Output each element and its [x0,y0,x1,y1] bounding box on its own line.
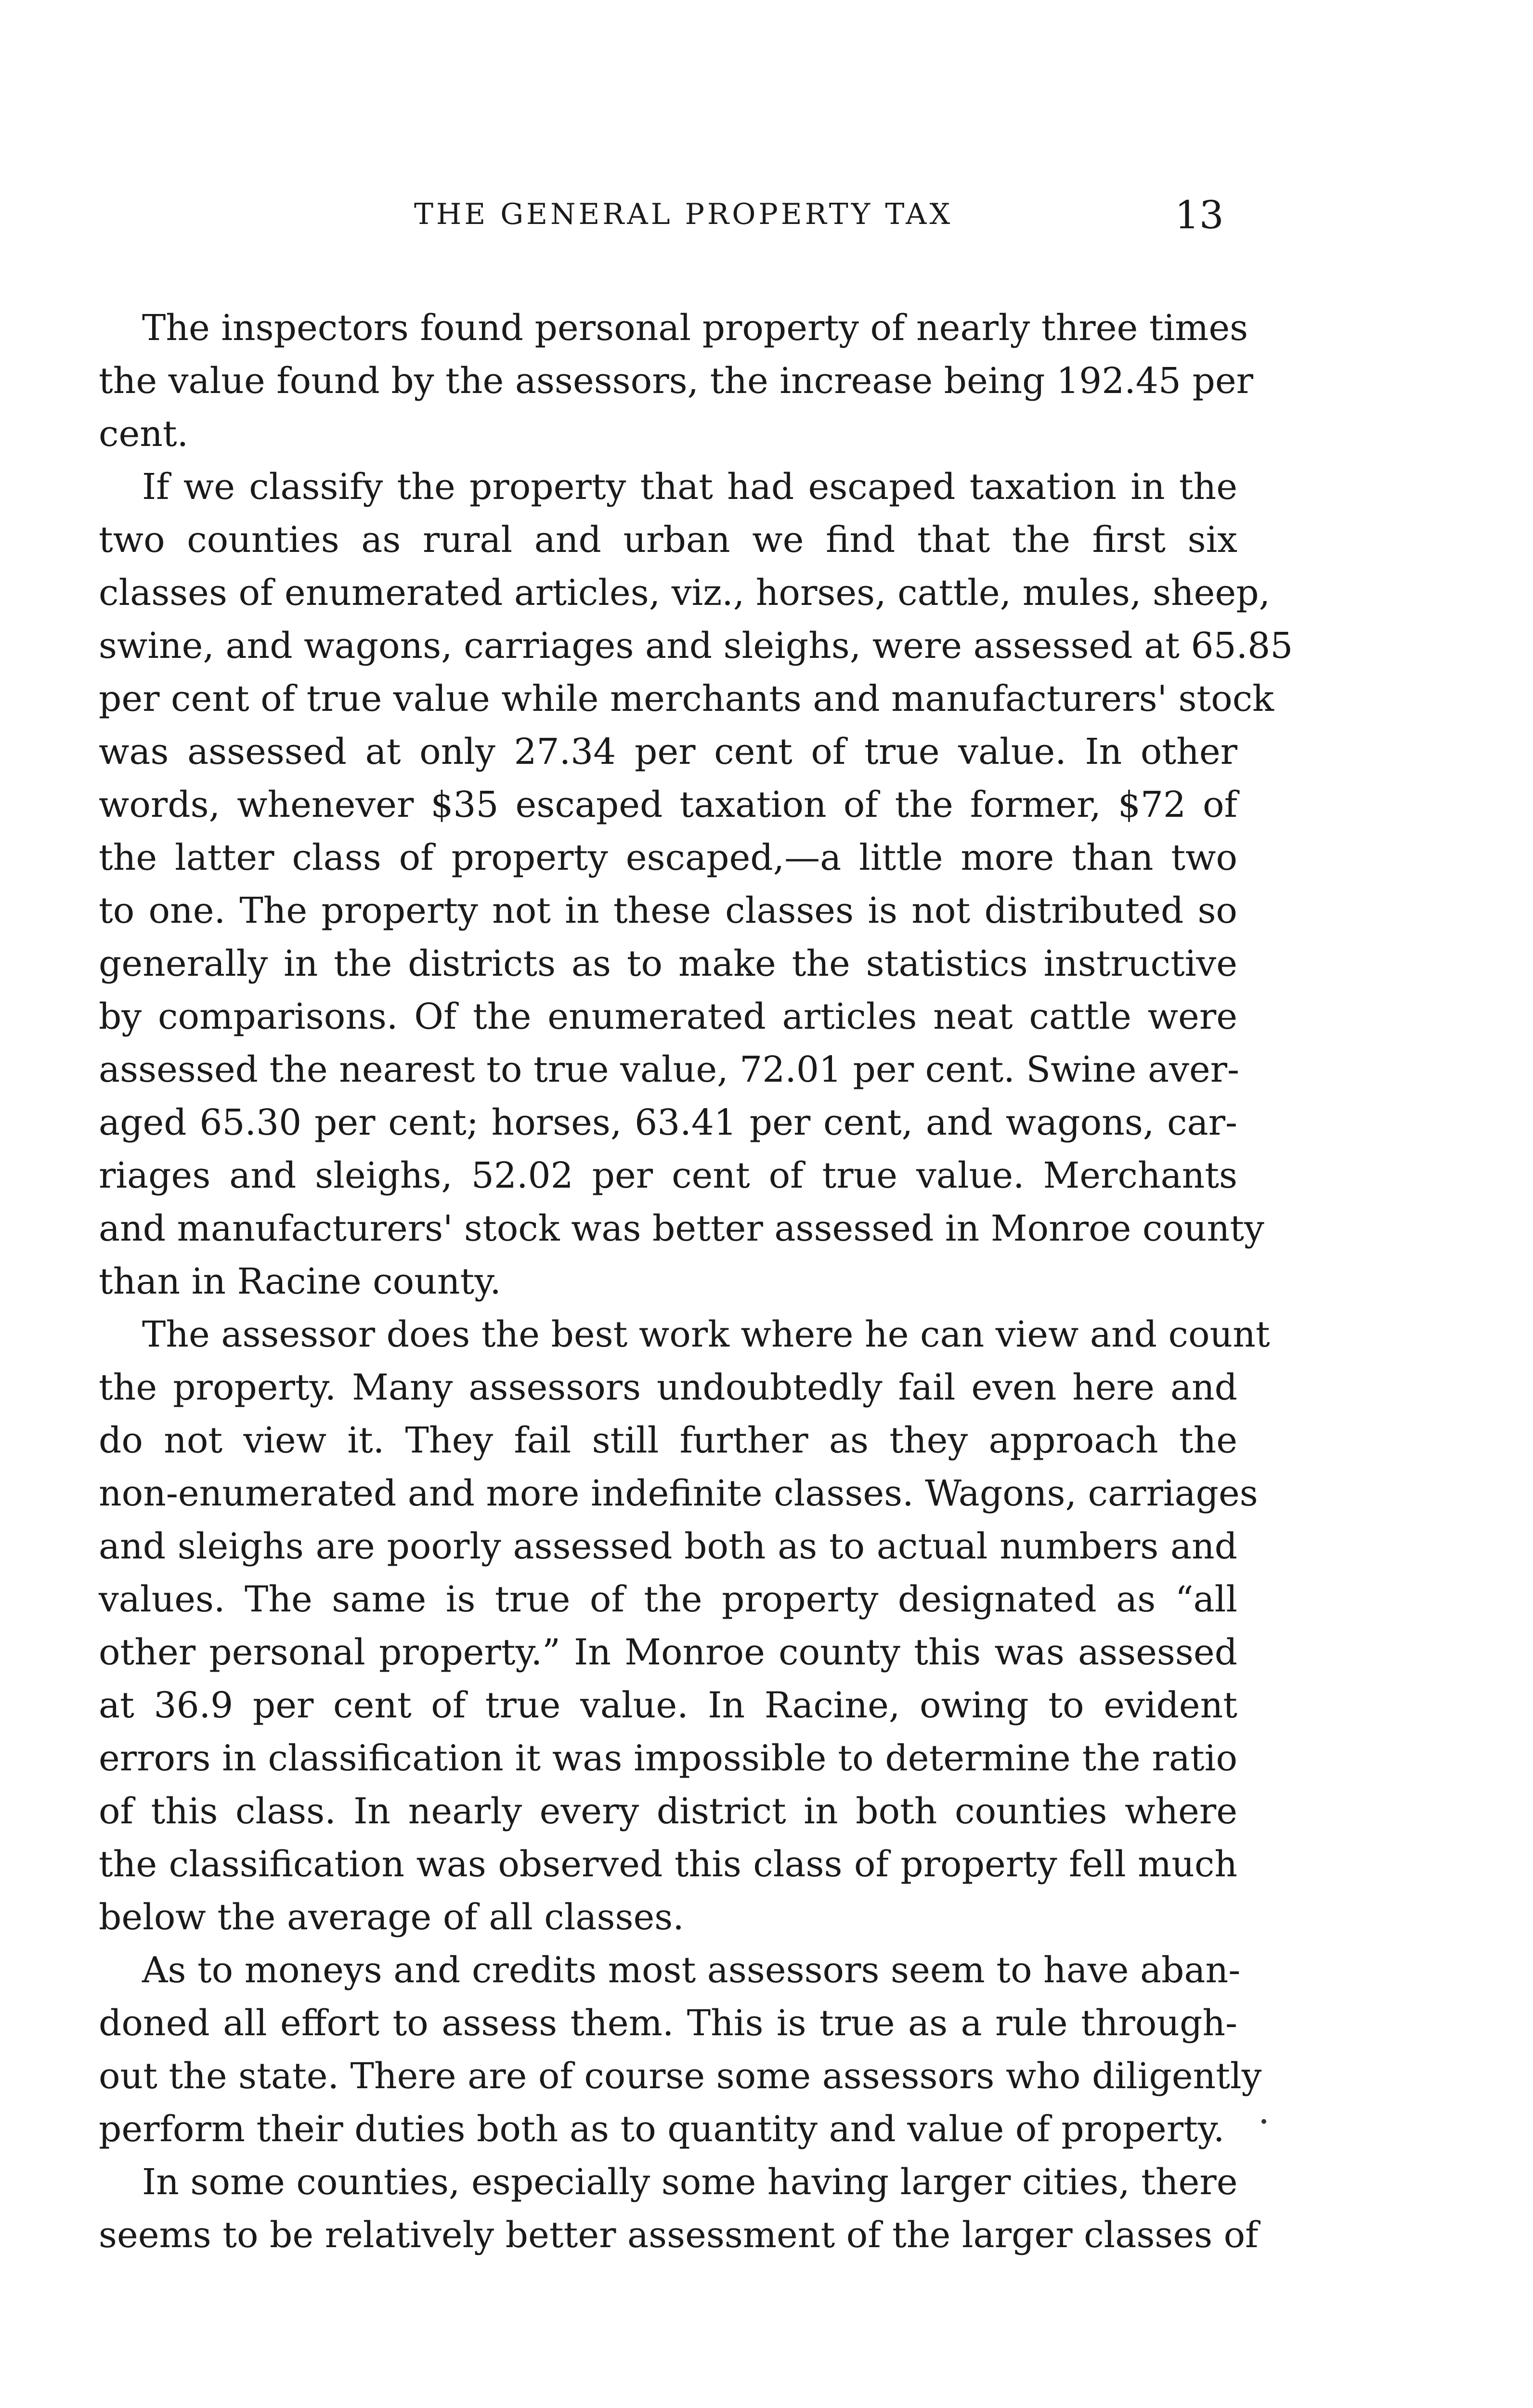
text-line: The inspectors found personal property of nearly three times [142,307,1248,349]
text-line: swine, and wagons, carriages and sleighs, were assessed at 65.85 [99,625,1293,667]
text-line: non-enumerated and more indefinite classes. Wagons, carriages [99,1473,1258,1514]
ink-speck [1261,2119,1266,2124]
text-line: and sleighs are poorly assessed both as to actual numbers and [99,1526,1237,1567]
text-line: per cent of true value while merchants and manufacturers' stock [99,678,1274,720]
text-line: the property. Many assessors undoubtedly fail even here and [99,1367,1237,1408]
text-line: the classification was observed this class of property fell much [99,1844,1237,1885]
text-line: out the state. There are of course some assessors who diligently [99,2055,1262,2097]
text-line: and manufacturers' stock was better assessed in Monroe county [99,1208,1264,1249]
text-line: generally in the districts as to make the statistics instructive [99,943,1237,984]
text-line: The assessor does the best work where he can view and count [142,1314,1270,1355]
text-line: In some counties, especially some having larger cities, there [142,2161,1238,2203]
text-line: other personal property.” In Monroe county this was assessed [99,1632,1237,1673]
text-line: do not view it. They fail still further as they approach the [99,1420,1237,1461]
text-line: assessed the nearest to true value, 72.01 per cent. Swine aver- [99,1049,1240,1090]
text-line: doned all effort to assess them. This is true as a rule through- [99,2002,1237,2044]
text-line: seems to be relatively better assessment of the larger classes of [99,2214,1259,2256]
text-line: classes of enumerated articles, viz., horses, cattle, mules, sheep, [99,572,1271,614]
page-number: 13 [1175,193,1224,237]
text-line: two counties as rural and urban we find that the first six [99,519,1237,561]
text-line: cent. [99,413,189,455]
text-line: the value found by the assessors, the increase being 192.45 per [99,360,1254,402]
text-line: If we classify the property that had escaped taxation in the [142,466,1237,508]
text-line: perform their duties both as to quantity and value of property. [99,2108,1225,2150]
text-line: at 36.9 per cent of true value. In Racine, owing to evident [99,1685,1237,1726]
running-head: THE GENERAL PROPERTY TAX [414,197,953,231]
text-line: As to moneys and credits most assessors seem to have aban- [142,1950,1241,1991]
text-line: to one. The property not in these classes is not distributed so [99,890,1237,931]
text-line: by comparisons. Of the enumerated articles neat cattle were [99,996,1237,1037]
text-line: was assessed at only 27.34 per cent of true value. In other [99,731,1237,772]
text-line: values. The same is true of the property designated as “all [99,1579,1237,1620]
text-line: below the average of all classes. [99,1897,684,1938]
body-text [99,301,1293,2262]
text-line: the latter class of property escaped,—a little more than two [99,837,1237,878]
text-line: riages and sleighs, 52.02 per cent of true value. Merchants [99,1155,1237,1196]
text-line: words, whenever $35 escaped taxation of the former, $72 of [99,784,1237,825]
text-line: errors in classification it was impossible to determine the ratio [99,1738,1237,1779]
text-line: than in Racine county. [99,1261,501,1302]
text-line: aged 65.30 per cent; horses, 63.41 per cent, and wagons, car- [99,1102,1237,1143]
text-line: of this class. In nearly every district in both counties where [99,1791,1237,1832]
